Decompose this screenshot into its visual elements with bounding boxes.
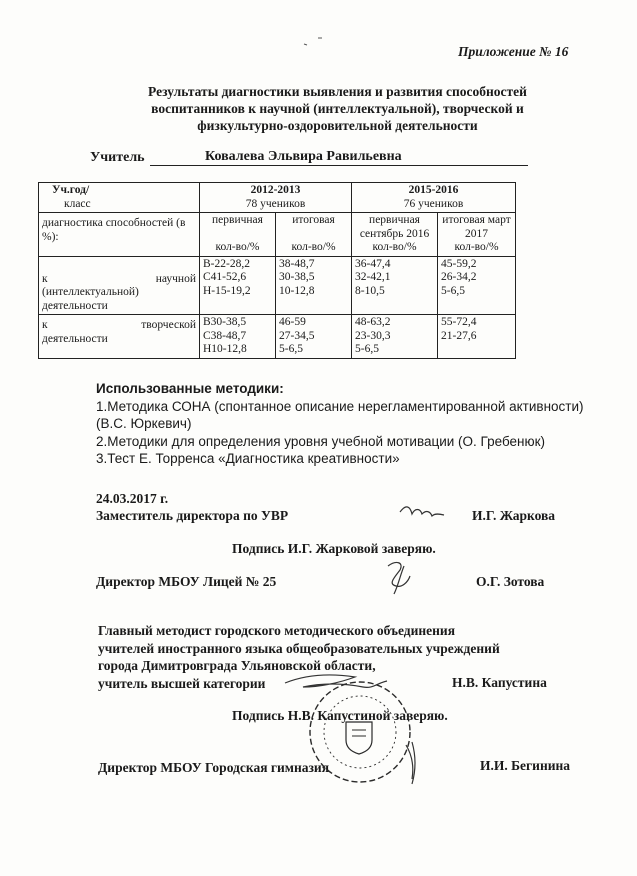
title-line-1: Результаты диагностики выявления и развития способностей	[148, 84, 527, 99]
value: 5-6,5	[355, 343, 379, 355]
methodist-line: города Димитровграда Ульяновской области,	[98, 658, 376, 673]
value: С38-48,7	[203, 329, 247, 342]
row-2-label-b: деятельности	[42, 332, 108, 345]
value: 36-47,4	[355, 257, 391, 270]
value: 46-59	[279, 316, 306, 328]
row-1-label-b: (интеллектуальной)	[42, 286, 139, 298]
title-line-3: физкультурно-оздоровительной деятельности	[197, 118, 478, 133]
director-gymnasium-name: И.И. Бегинина	[480, 758, 571, 773]
method-item: 1.Методика СОНА (спонтанное описание нерегламентированной активности)	[96, 398, 584, 414]
value: 38-48,7	[279, 257, 315, 270]
value: Н10-12,8	[203, 343, 247, 355]
value: 8-10,5	[355, 284, 385, 297]
methodist-name: Н.В. Капустина	[452, 675, 547, 690]
value: 48-63,2	[355, 316, 391, 328]
title-line-2: воспитанников к научной (интеллектуальной), творческой и	[151, 101, 524, 116]
signature-beginina	[406, 742, 415, 784]
certify-kapustina: Подпись Н.В. Капустиной заверяю.	[232, 708, 448, 723]
director-lyceum-name: О.Г. Зотова	[476, 574, 545, 589]
director-lyceum-title: Директор МБОУ Лицей № 25	[96, 574, 277, 589]
value: 5-6,5	[441, 284, 465, 297]
period-2-count: 76 учеников	[403, 197, 464, 210]
deputy-name: И.Г. Жаркова	[472, 508, 556, 523]
deputy-title: Заместитель директора по УВР	[96, 508, 289, 523]
value: Н-15-19,2	[203, 284, 251, 297]
subheader-2-top: итоговая	[292, 214, 335, 226]
period-1-year: 2012-2013	[250, 184, 301, 196]
subheader-4-top: итоговая март 2017	[442, 214, 511, 240]
diag-label-cell: диагностика способностей (в %):	[39, 213, 200, 257]
subheader-3-bottom: кол-во/%	[372, 241, 417, 253]
period-2-year: 2015-2016	[408, 184, 459, 196]
certify-zharkova: Подпись И.Г. Жарковой заверяю.	[232, 541, 436, 556]
value: 32-42,1	[355, 271, 391, 283]
methodist-line: учитель высшей категории	[98, 675, 266, 691]
methodist-line: Главный методист городского методического объединения	[98, 623, 455, 638]
value: 26-34,2	[441, 271, 477, 283]
corner-top: Уч.год/	[52, 184, 90, 196]
methods-heading: Использованные методики:	[96, 381, 284, 396]
appendix-number: Приложение № 16	[458, 44, 569, 59]
subheader-1-bottom: кол-во/%	[215, 240, 260, 253]
value: 45-59,2	[441, 257, 477, 270]
method-item: 3.Тест Е. Торренса «Диагностика креативности»	[96, 451, 400, 466]
teacher-name: Ковалева Эльвира Равильевна	[150, 149, 528, 166]
teacher-label: Учитель	[90, 150, 145, 165]
school-stamp	[310, 682, 410, 782]
value: 23-30,3	[355, 329, 391, 342]
row-1-label-c: деятельности	[42, 299, 108, 312]
corner-bottom: класс	[64, 197, 91, 210]
value: 10-12,8	[279, 284, 315, 297]
row-2-label-a: к творческой	[42, 319, 196, 331]
value: В-22-28,2	[203, 257, 250, 270]
subheader-1-top: первичная	[212, 214, 263, 226]
subheader-4-bottom: кол-во/%	[454, 241, 499, 253]
method-item: (В.С. Юркевич)	[96, 416, 192, 431]
row-1-label-a: к научной	[42, 272, 196, 285]
period-1-count: 78 учеников	[245, 197, 306, 210]
signature-zotova	[388, 563, 410, 594]
subheader-2-bottom: кол-во/%	[291, 240, 336, 253]
value: С41-52,6	[203, 271, 247, 283]
value: 27-34,5	[279, 329, 315, 342]
subheader-3-top: первичная сентябрь 2016	[359, 214, 430, 240]
value: 55-72,4	[441, 316, 477, 328]
director-gymnasium-title: Директор МБОУ Городская гимназия	[98, 760, 330, 775]
value: 30-38,5	[279, 271, 315, 283]
signature-zharkova	[400, 507, 444, 516]
method-item: 2.Методики для определения уровня учебной мотивации (О. Гребенюк)	[96, 433, 546, 449]
methodist-line: учителей иностранного языка общеобразовательных учреждений	[98, 640, 500, 656]
signature-kapustina	[285, 675, 387, 687]
value: 21-27,6	[441, 329, 477, 342]
value: 5-6,5	[279, 343, 303, 355]
document-date: 24.03.2017 г.	[96, 491, 169, 506]
value: В30-38,5	[203, 316, 247, 328]
